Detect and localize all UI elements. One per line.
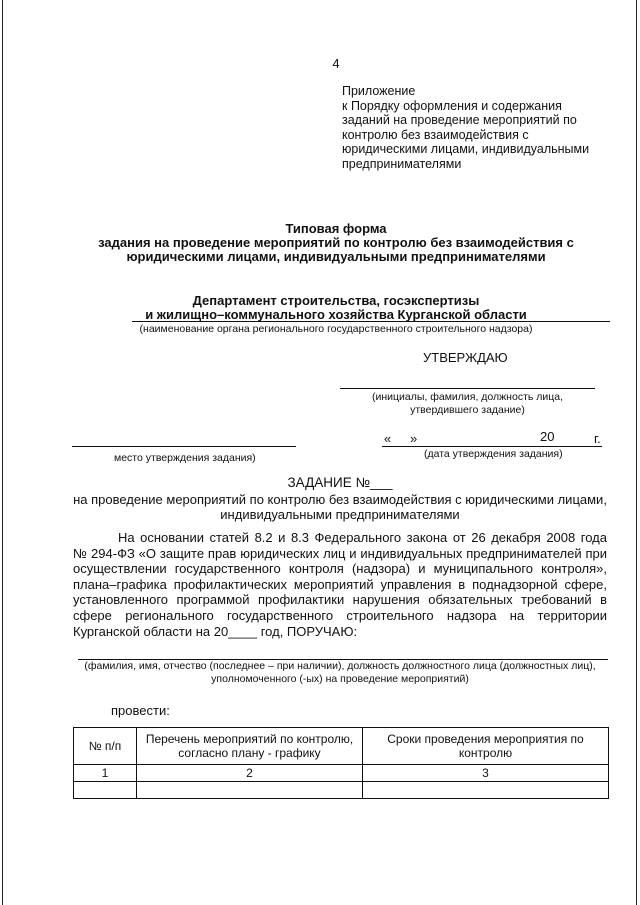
assignment-subtitle-line2: индивидуальными предпринимателями	[220, 507, 460, 522]
date-quote-close: »	[410, 431, 418, 446]
assignment-subtitle-line1: на проведение мероприятий по контролю без взаимодействия с юридическими лицами,	[73, 492, 607, 507]
person-caption-line2: уполномоченного (-ых) на проведение мероприятий)	[211, 673, 469, 685]
page-edge-left	[2, 0, 3, 905]
table-header-row	[74, 728, 609, 765]
table-cell: 1	[74, 765, 137, 782]
date-year-prefix: 20	[540, 429, 555, 444]
approver-signature-line	[340, 388, 595, 389]
header-number: № п/п	[74, 728, 137, 765]
table-cell	[137, 782, 363, 799]
approver-caption-line2: утвердившего задание)	[410, 404, 525, 416]
appendix-line: контролю без взаимодействия с	[342, 127, 529, 142]
date-quote-open: «	[384, 431, 392, 446]
department-underline	[132, 321, 610, 322]
department-name-line1: Департамент строительства, госэкспертизы	[192, 293, 480, 308]
approve-heading: УТВЕРЖДАЮ	[423, 350, 508, 365]
place-caption: место утверждения задания)	[114, 452, 256, 464]
conduct-label: провести:	[111, 703, 170, 718]
page-edge-right	[636, 0, 637, 905]
person-caption-line1: (фамилия, имя, отчество (последнее – при наличии), должность должностного лица (должностных лиц),	[84, 660, 596, 672]
department-name-line2: и жилищно–коммунального хозяйства Курганской области	[145, 307, 527, 322]
date-caption: (дата утверждения задания)	[424, 448, 563, 460]
assignment-body	[73, 530, 607, 639]
approver-caption-line1: (инициалы, фамилия, должность лица,	[371, 391, 564, 403]
body-line: сфере регионального государственного строительного надзора на территории	[73, 607, 607, 623]
date-line	[382, 446, 602, 447]
table-cell: 3	[363, 765, 609, 782]
body-line: № 294-ФЗ «О защите прав юридических лиц и индивидуальных предпринимателей при	[73, 545, 607, 561]
table-cell: 2	[137, 765, 363, 782]
table-row	[74, 765, 609, 782]
form-title: Типовая форма	[285, 221, 387, 236]
body-line: На основании статей 8.2 и 8.3 Федерального закона от 26 декабря 2008 года	[118, 530, 607, 545]
form-subtitle-line2: юридическими лицами, индивидуальными предпринимателями	[126, 249, 546, 264]
appendix-line: заданий на проведение мероприятий по	[342, 113, 577, 128]
appendix-block	[342, 84, 589, 172]
form-subtitle-line1: задания на проведение мероприятий по контролю без взаимодействия с	[98, 235, 574, 250]
assignment-heading: ЗАДАНИЕ №___	[287, 475, 393, 490]
header-deadlines: Сроки проведения мероприятия по контролю	[363, 728, 609, 765]
appendix-line: юридическими лицами, индивидуальными	[342, 142, 590, 157]
page-number: 4	[332, 56, 340, 71]
appendix-line: Приложение	[342, 84, 416, 98]
table-cell	[74, 782, 137, 799]
place-line	[72, 446, 296, 447]
table-cell	[363, 782, 609, 799]
appendix-line: к Порядку оформления и содержания	[342, 98, 562, 113]
approver-caption	[340, 391, 595, 417]
body-line: установленного программой профилактики нарушения обязательных требований в	[73, 592, 607, 608]
body-line: осуществлении государственного контроля (надзора) и муниципального контроля»,	[73, 561, 607, 577]
body-line: Курганской области на 20____ год, ПОРУЧАЮ:	[73, 623, 358, 639]
tasks-table	[73, 727, 609, 799]
date-year-suffix: г.	[594, 431, 601, 446]
department-caption: (наименование органа регионального государственного строительного надзора)	[139, 323, 533, 335]
header-activities: Перечень мероприятий по контролю, согласно плану - графику	[137, 728, 363, 765]
appendix-line: предпринимателями	[342, 156, 462, 171]
body-line: плана–графика профилактических мероприятий управления в поднадзорной сфере,	[73, 576, 607, 592]
table-row	[74, 782, 609, 799]
